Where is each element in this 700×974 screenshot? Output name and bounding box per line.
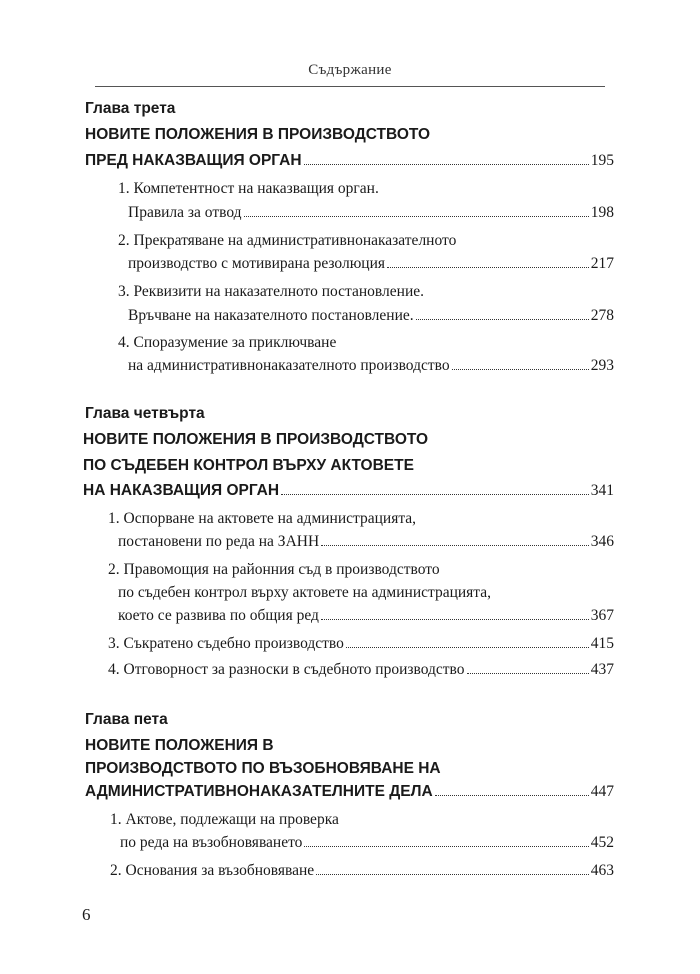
toc-entry-row[interactable]	[128, 204, 614, 222]
leader-dots	[281, 493, 589, 495]
leader-dots	[452, 368, 589, 370]
leader-dots	[416, 318, 589, 320]
toc-entry-row[interactable]	[128, 255, 614, 273]
chapter-title-line: НОВИТЕ ПОЛОЖЕНИЯ В	[85, 737, 274, 754]
entry-line: 1. Компетентност на наказващия орган.	[118, 180, 379, 197]
entry-line: 4. Споразумение за приключване	[118, 334, 337, 351]
leader-dots	[304, 845, 588, 847]
chapter-title-line: НОВИТЕ ПОЛОЖЕНИЯ В ПРОИЗВОДСТВОТО	[85, 126, 431, 143]
toc-entry-row[interactable]	[128, 357, 614, 375]
toc-entry-row[interactable]	[110, 862, 614, 880]
chapter-page-number: 341	[590, 482, 614, 499]
entry-line: производство с мотивирана резолюция	[128, 255, 386, 272]
chapter-title-row[interactable]	[85, 152, 614, 170]
entry-line: 1. Актове, подлежащи на проверка	[110, 811, 339, 828]
entry-page-number: 346	[590, 533, 614, 550]
entry-page-number: 293	[590, 357, 614, 374]
chapter-title-line: НА НАКАЗВАЩИЯ ОРГАН	[83, 482, 280, 499]
entry-line: 3. Съкратено съдебно производство	[108, 635, 344, 652]
leader-dots	[321, 544, 589, 546]
chapter-title-row[interactable]	[85, 783, 614, 801]
leader-dots	[387, 266, 589, 268]
chapter-title-line: ПРОИЗВОДСТВОТО ПО ВЪЗОБНОВЯВАНЕ НА	[85, 760, 441, 777]
chapter-page-number: 447	[590, 783, 614, 800]
chapter-title-line: НОВИТЕ ПОЛОЖЕНИЯ В ПРОИЗВОДСТВОТО	[83, 431, 429, 448]
chapter-label: Глава четвърта	[85, 405, 205, 422]
toc-entry-row[interactable]	[128, 307, 614, 325]
entry-line: 2. Основания за възобновяване	[110, 862, 315, 879]
entry-page-number: 415	[590, 635, 614, 652]
entry-page-number: 217	[590, 255, 614, 272]
entry-line: Правила за отвод	[128, 204, 242, 221]
leader-dots	[244, 215, 589, 217]
chapter-label: Глава трета	[85, 100, 176, 117]
toc-entry-row[interactable]	[108, 635, 614, 653]
entry-page-number: 198	[590, 204, 614, 221]
chapter-title-line: АДМИНИСТРАТИВНОНАКАЗАТЕЛНИТЕ ДЕЛА	[85, 783, 433, 800]
toc-entry-row[interactable]	[108, 661, 614, 679]
entry-line: Връчване на наказателното постановление.	[128, 307, 414, 324]
entry-line: на административнонаказателното производство	[128, 357, 450, 374]
toc-entry-row[interactable]	[118, 533, 614, 551]
entry-line: по реда на възобновяването	[120, 834, 303, 851]
chapter-page-number: 195	[590, 152, 614, 169]
leader-dots	[321, 618, 589, 620]
entry-line: 4. Отговорност за разноски в съдебното производство	[108, 661, 465, 678]
chapter-label: Глава пета	[85, 711, 168, 728]
entry-page-number: 367	[590, 607, 614, 624]
leader-dots	[346, 646, 589, 648]
header-divider	[95, 86, 605, 87]
leader-dots	[435, 794, 589, 796]
chapter-title-row[interactable]	[83, 482, 614, 500]
chapter-title-line: ПРЕД НАКАЗВАЩИЯ ОРГАН	[85, 152, 302, 169]
entry-line: 2. Прекратяване на административнонаказателното	[118, 232, 457, 249]
toc-entry-row[interactable]	[120, 834, 614, 852]
entry-line: 3. Реквизити на наказателното постановление.	[118, 283, 424, 300]
entry-page-number: 452	[590, 834, 614, 851]
leader-dots	[316, 873, 589, 875]
entry-line: по съдебен контрол върху актовете на администрацията,	[118, 584, 492, 601]
page-number: 6	[82, 905, 91, 924]
entry-page-number: 463	[590, 862, 614, 879]
entry-page-number: 278	[590, 307, 614, 324]
entry-line: 2. Правомощия на районния съд в производството	[108, 561, 440, 578]
leader-dots	[467, 672, 589, 674]
leader-dots	[304, 163, 589, 165]
entry-page-number: 437	[590, 661, 614, 678]
running-header: Съдържание	[308, 62, 392, 78]
entry-line: 1. Оспорване на актовете на администрацията,	[108, 510, 417, 527]
chapter-title-line: ПО СЪДЕБЕН КОНТРОЛ ВЪРХУ АКТОВЕТЕ	[83, 457, 414, 474]
entry-line: постановени по реда на ЗАНН	[118, 533, 320, 550]
entry-line: което се развива по общия ред	[118, 607, 319, 624]
toc-entry-row[interactable]	[118, 607, 614, 625]
